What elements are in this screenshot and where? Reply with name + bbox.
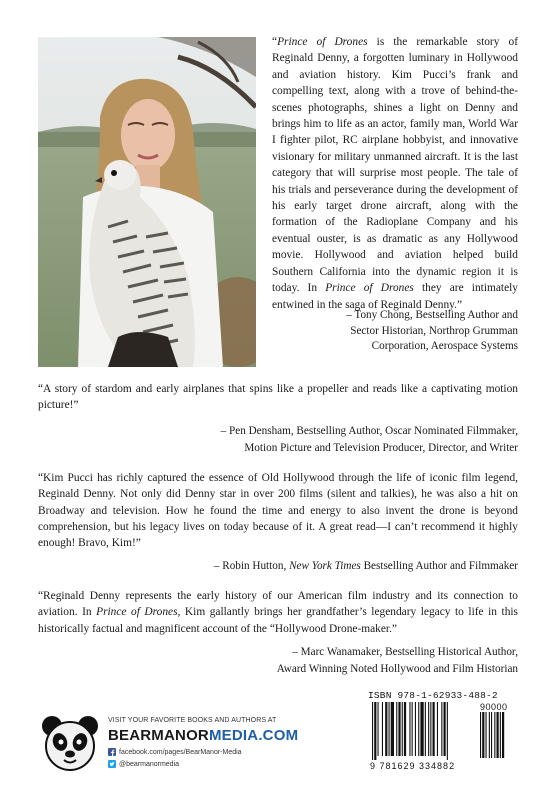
publisher-block (38, 710, 298, 770)
barcode-bars (368, 702, 518, 762)
barcode-bar (382, 702, 383, 756)
barcode-bar (447, 702, 448, 760)
attribution-line: Motion Picture and Television Producer, Director, and Writer (244, 442, 518, 455)
open-quote: “ (272, 36, 278, 48)
twitter-icon (108, 760, 116, 768)
barcode-addon-bar (486, 712, 487, 758)
review-text-b: , Kim gallantly brings her grandfather’s legendary legacy to life in this historically factual and magnificent account of the “Hollywood Drone-maker.” (38, 606, 518, 635)
publisher-brand[interactable] (108, 727, 298, 744)
brand-part: MEDIA (208, 727, 259, 744)
barcode-bar (378, 702, 379, 756)
barcode-bar (409, 702, 410, 756)
review-text-a: “Reginald Denny represents the early history of our American film industry and its connection to aviation. In (38, 590, 518, 619)
twitter-handle: @bearmanormedia (119, 760, 180, 768)
barcode-addon-bar (482, 712, 484, 758)
barcode-bar (412, 702, 413, 756)
barcode-addon-bar (494, 712, 495, 758)
twitter-link[interactable] (108, 760, 179, 768)
facebook-link[interactable] (108, 748, 242, 756)
top-review (272, 34, 518, 313)
barcode-bar (428, 702, 429, 756)
barcode-bar (391, 702, 394, 756)
book-title: Prince of Drones (277, 36, 368, 48)
review-quote: “Kim Pucci has richly captured the essence of Old Hollywood through the life of iconic film legend, Reginald Denny. Not only did Denny star in over 200 films (silent and talkies), he was also a hit on Broadway and television. How he found the time and energy to also invent the drone is beyond comprehension, but his legacy lives on today because of it. A great read—I can’t recommend it highly enough! Bravo, Kim!” (38, 472, 518, 550)
book-title: Prince of Drones (325, 282, 414, 295)
visit-text: VISIT YOUR FAVORITE BOOKS AND AUTHORS AT (108, 717, 277, 724)
facebook-url: facebook.com/pages/BearManor-Media (119, 748, 242, 756)
barcode-bar (437, 702, 438, 756)
attribution-line: Corporation, Aerospace Systems (371, 340, 518, 352)
barcode-addon-bar (500, 712, 501, 758)
review-hutton (38, 470, 518, 575)
panda-logo-icon (38, 712, 102, 776)
attribution-line: Sector Historian, Northrop Grumman (350, 324, 518, 337)
barcode-bar (433, 702, 435, 756)
attribution-line: – Marc Wanamaker, Bestselling Historical Author, (292, 645, 518, 658)
barcode-bar (402, 702, 403, 756)
barcode-bar (430, 702, 431, 756)
attr-prefix: – Robin Hutton, (213, 560, 290, 573)
barcode-addon-bar (497, 712, 499, 758)
barcode-addon-bar (491, 712, 492, 758)
brand-part: BEARMANOR (108, 727, 209, 744)
barcode-bar (404, 702, 406, 756)
review-quote: “A story of stardom and early airplanes that spins like a propeller and reads like a captivating motion picture!” (38, 383, 518, 412)
barcode-bar (372, 702, 373, 760)
facebook-icon (108, 748, 116, 756)
barcode-bar (415, 702, 416, 756)
attribution-line (38, 559, 518, 575)
barcode-bar (441, 702, 442, 756)
barcode-bar (418, 702, 419, 756)
review-text-b: they are intimately entwined in the saga of Reginald Denny.” (272, 282, 518, 311)
review-densham (38, 381, 518, 457)
review-wanamaker (38, 588, 518, 678)
barcode-bar (396, 702, 397, 756)
barcode-bar (389, 702, 390, 756)
barcode-bar (420, 702, 423, 756)
barcode-bar (374, 702, 376, 760)
barcode-addon-bar (480, 712, 481, 758)
brand-part: .COM (258, 727, 299, 744)
author-photo-with-falcon (38, 37, 256, 367)
book-title: Prince of Drones (96, 606, 178, 619)
barcode-bar (425, 702, 426, 756)
barcode-addon-bar (502, 712, 504, 758)
attribution-line: – Tony Chong, Bestselling Author and (346, 309, 518, 321)
attribution-line: Award Winning Noted Hollywood and Film Historian (276, 663, 518, 676)
barcode-addon-bar (489, 712, 490, 758)
barcode-bar (385, 702, 387, 756)
review-quote (38, 588, 518, 637)
isbn-text: ISBN 978-1-62933-488-2 (368, 690, 498, 701)
top-review-attribution (268, 308, 518, 355)
top-review-text (272, 34, 518, 313)
barcode-bar (444, 702, 446, 756)
attr-italic: New York Times (289, 560, 361, 573)
attribution-line: – Pen Densham, Bestselling Author, Oscar Nominated Filmmaker, (220, 424, 518, 437)
attr-suffix: Bestselling Author and Filmmaker (360, 560, 518, 573)
price-addon: 90000 (480, 702, 508, 712)
barcode-bar (398, 702, 400, 756)
review-text-a: is the remarkable story of Reginald Denny, a forgotten luminary in Hollywood and aviation history. Kim Pucci’s frank and compelling text, along with a trove of behind-the-scenes photographs, shines a light on Denny and brings him to life as an actor, family man, World War I fighter pilot, RC airplane hobbyist, and innovative visionary for military unmanned aircraft. It is the last category that will surprise most people. The tale of his trials and perseverance during the development of his early target drone aircraft, along with the formation of the Radioplane Company and his eventual ouster, is as dramatic as any Hollywood movie. Hollywood and aviation helped build Southern California into the dynamic region it is today. In (272, 36, 518, 295)
barcode-number: 9 781629 334882 (370, 761, 456, 771)
isbn-barcode (368, 690, 518, 772)
